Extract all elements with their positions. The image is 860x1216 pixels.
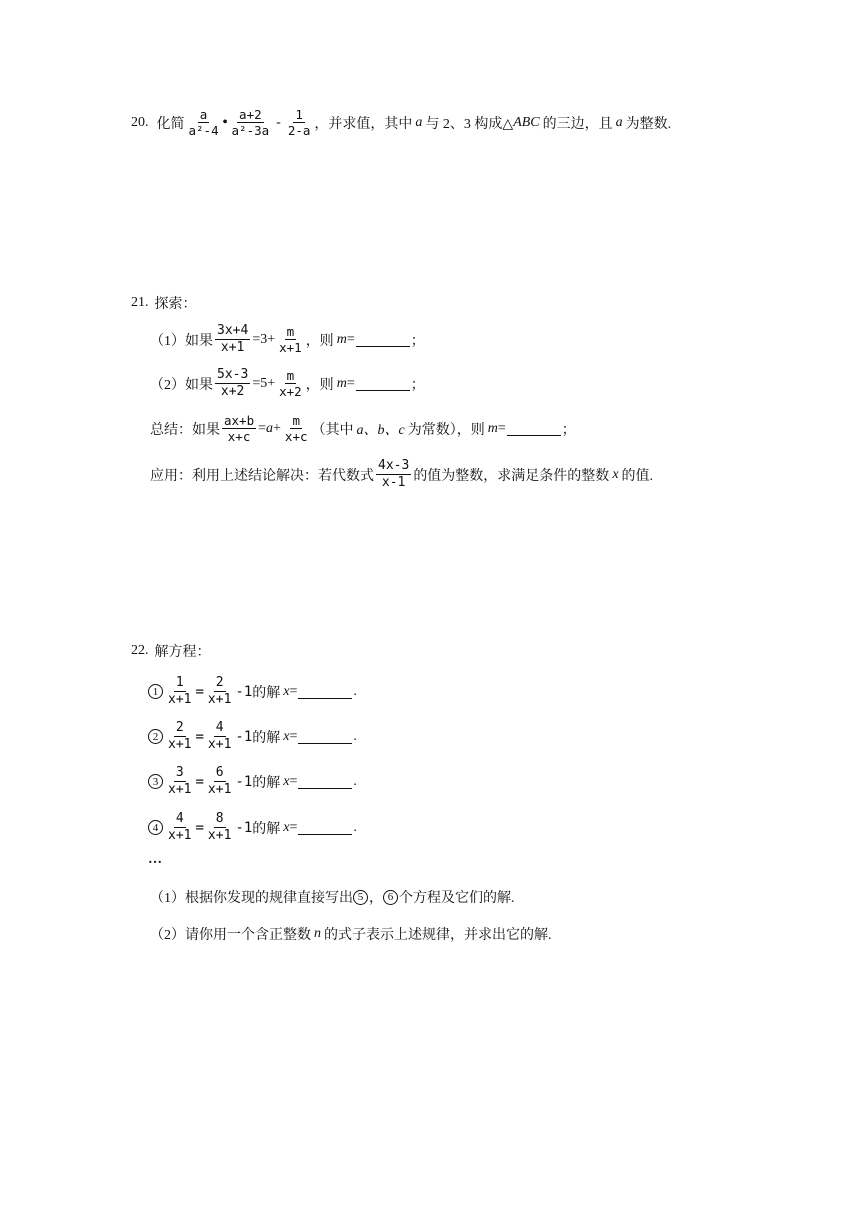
q22-end: . (353, 683, 357, 699)
q22-left-fraction: $\frac{3}{x+1}$ (168, 765, 192, 797)
q22-end: . (353, 773, 357, 789)
q21-sum-a: a (266, 420, 274, 436)
q22-s1-tail: 个方程及它们的解. (399, 891, 515, 906)
q21-sum-plus: + (273, 420, 281, 436)
q22-eq: = (195, 773, 204, 790)
q21-p1-fraction-1: $\frac{3x+4}{x+1}$ (217, 323, 249, 355)
q20-text-2: 与 2、3 构成△ (425, 116, 514, 132)
q22-minus-one: -1 (235, 683, 253, 700)
q22-title: 解方程： (154, 645, 211, 660)
q21-sum-paren1: （其中 (311, 422, 354, 438)
q22-eq2: = (289, 728, 298, 744)
q21-sum-answer-blank[interactable] (507, 421, 561, 436)
q21-sum-paren2: 为常数），则 (407, 422, 485, 438)
q22-end: . (353, 819, 357, 835)
q22-answer-blank[interactable] (298, 684, 352, 699)
q22-end: . (353, 728, 357, 744)
q21-sum-eq2: = (497, 420, 506, 436)
q22-number: 22. (131, 643, 149, 658)
q20-fraction-1: $\frac{a}{\text{a²-4}}$ (188, 107, 219, 138)
q21-app-x: x (612, 466, 619, 482)
q21-app-lead: 应用：利用上述结论解决：若代数式 (150, 468, 374, 484)
q21-part-1 (150, 323, 425, 356)
q22-eq2: = (289, 773, 298, 789)
q21-p1-m: m (336, 331, 347, 347)
q22-eq: = (195, 683, 204, 700)
q20-var-a: a (415, 114, 423, 130)
q21-title: 探索： (154, 297, 197, 312)
q22-solution-label: 的解 (252, 730, 281, 746)
circled-number: 1 (148, 684, 163, 699)
q21-app-fraction: $\frac{4x-3}{x-1}$ (378, 458, 410, 490)
q21-p2-m: m (336, 375, 347, 391)
q22-eq: = (195, 819, 204, 836)
q22-right-fraction: $\frac{2}{x+1}$ (207, 675, 232, 707)
q22-minus-one: -1 (235, 819, 253, 836)
q21-p1-answer-blank[interactable] (356, 332, 410, 347)
q20-minus: - (276, 114, 281, 130)
q22-dots: … (148, 852, 162, 867)
circled-number: 4 (148, 820, 163, 835)
q21-p1-fraction-2: $\frac{m}{x+1}$ (279, 324, 302, 355)
q21-number: 21. (131, 295, 149, 310)
q22-x: x (283, 728, 290, 744)
q22-equation-row (148, 675, 357, 708)
q21-p1-eq: =3+ (252, 331, 276, 347)
q22-answer-blank[interactable] (298, 774, 352, 789)
q21-p1-eq2: = (346, 331, 355, 347)
q20-text-3: 的三边，且 (542, 116, 613, 132)
q20-abc: ABC (513, 114, 540, 130)
q20-number: 20. (131, 114, 149, 130)
q22-x: x (283, 683, 290, 699)
q20-dot: • (222, 114, 228, 130)
q21-p2-answer-blank[interactable] (356, 376, 410, 391)
q22-x: x (283, 773, 290, 789)
q21-app-tail: 的值为整数，求满足条件的整数 (413, 468, 610, 484)
q21-p2-lead: （2）如果 (150, 377, 213, 393)
q21-p2-end: ； (410, 377, 425, 393)
q20-fraction-3: $\frac{1}{2-a}$ (287, 107, 311, 138)
q21-p2-fraction-1: $\frac{5x-3}{x+2}$ (217, 367, 249, 399)
circled-5: 5 (353, 890, 368, 905)
q21-application (150, 458, 653, 491)
q22-ellipsis (148, 852, 162, 868)
q21-sum-vars: a、b、c (356, 422, 405, 438)
q21-sum-lead: 总结：如果 (150, 422, 220, 438)
q22-answer-blank[interactable] (298, 729, 352, 744)
q22-title-line (131, 641, 211, 661)
q22-equation-row (148, 765, 357, 798)
q22-minus-one: -1 (235, 728, 253, 745)
q22-minus-one: -1 (235, 773, 253, 790)
q22-right-fraction: $\frac{4}{x+1}$ (207, 720, 232, 752)
circled-number: 3 (148, 774, 163, 789)
q22-solution-label: 的解 (252, 685, 281, 701)
q21-sum-fraction-1: $\frac{ax+b}{x+c}$ (224, 413, 255, 444)
q20-line (131, 107, 671, 138)
q21-p1-end: ； (410, 333, 425, 349)
q21-sum-fraction-2: $\frac{m}{x+c}$ (284, 413, 308, 444)
q20-lead: 化简 (156, 116, 185, 132)
q22-solution-label: 的解 (252, 775, 281, 791)
q22-answer-blank[interactable] (298, 820, 352, 835)
q21-p1-lead: （1）如果 (150, 333, 213, 349)
q21-title-line (131, 293, 197, 313)
q21-app-end: 的值. (621, 468, 654, 484)
q22-s1-lead: （1）根据你发现的规律直接写出 (150, 891, 353, 906)
q21-summary (150, 413, 576, 444)
q22-sub-2 (150, 924, 552, 944)
q22-s2-tail: 的式子表示上述规律，并求出它的解. (324, 928, 552, 943)
q21-part-2 (150, 367, 425, 400)
q22-x: x (283, 819, 290, 835)
q22-left-fraction: $\frac{4}{x+1}$ (168, 811, 192, 843)
q22-s1-sep: ， (369, 891, 383, 906)
q22-left-fraction: $\frac{2}{x+1}$ (168, 720, 192, 752)
circled-6: 6 (383, 890, 398, 905)
q22-eq: = (195, 728, 204, 745)
q22-s2-lead: （2）请你用一个含正整数 (150, 928, 311, 943)
circled-number: 2 (148, 729, 163, 744)
q22-left-fraction: $\frac{1}{x+1}$ (168, 675, 192, 707)
q21-sum-eq: = (258, 420, 267, 436)
q21-p2-eq2: = (346, 375, 355, 391)
q21-p2-fraction-2: $\frac{m}{x+2}$ (279, 368, 302, 399)
q21-p2-tail: ，则 (305, 377, 334, 393)
q22-equation-row (148, 720, 357, 753)
q22-right-fraction: $\frac{8}{x+1}$ (207, 811, 232, 843)
q22-solution-label: 的解 (252, 821, 281, 837)
q22-right-fraction: $\frac{6}{x+1}$ (207, 765, 232, 797)
q20-var-a-2: a (615, 114, 623, 130)
q21-p2-eq: =5+ (252, 375, 276, 391)
q21-p1-tail: ，则 (305, 333, 334, 349)
q21-sum-m: m (487, 420, 498, 436)
q22-equation-row (148, 811, 357, 844)
q22-eq2: = (289, 819, 298, 835)
q20-fraction-2: $\frac{a+2}{\text{a²-3a}}$ (231, 107, 270, 138)
q22-sub-1 (150, 887, 515, 907)
q22-s2-n: n (314, 926, 321, 941)
q20-text-4: 为整数. (625, 116, 672, 132)
q20-text-1: ，并求值，其中 (314, 116, 413, 132)
q22-eq2: = (289, 683, 298, 699)
q21-sum-end: ； (561, 422, 576, 438)
